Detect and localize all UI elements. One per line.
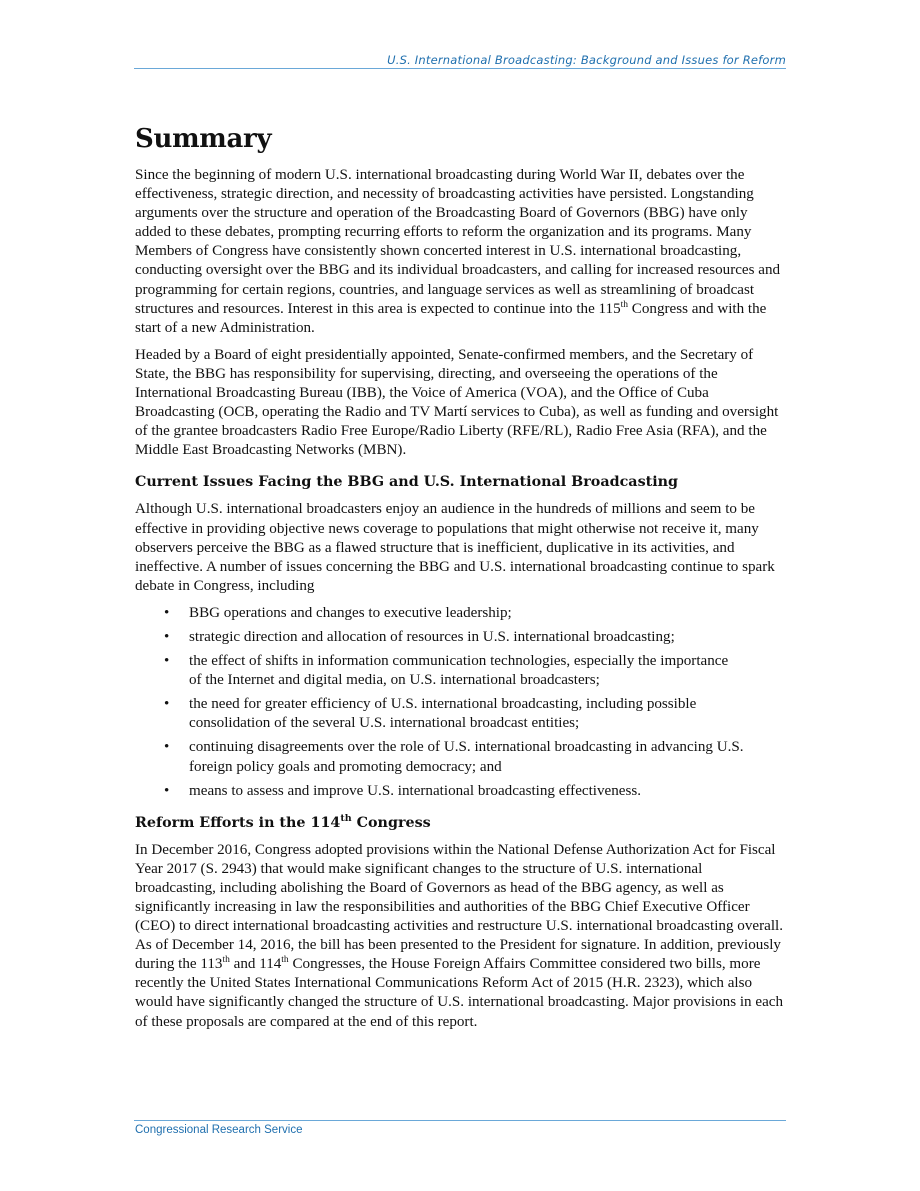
list-item-text: the effect of shifts in information communication technologies, especially the importance of the Internet and digital media, on U.S. international broadcasters; xyxy=(189,653,729,689)
bullet-icon: • xyxy=(164,628,170,645)
list-item xyxy=(135,695,744,733)
list-item-text: the need for greater efficiency of U.S. international broadcasting, including possible consolidation of the several U.S. international broadcast entities; xyxy=(189,696,697,732)
header-rule xyxy=(134,68,786,69)
list-item xyxy=(135,628,744,647)
reform-heading-sup: th xyxy=(340,812,352,824)
main-content xyxy=(135,124,785,1040)
list-item xyxy=(135,604,744,623)
bullet-icon: • xyxy=(164,604,170,621)
reform-paragraph xyxy=(135,841,785,1032)
issues-list xyxy=(135,604,785,801)
bullet-icon: • xyxy=(164,782,170,799)
bullet-icon: • xyxy=(164,696,170,713)
reform-p-text-b: and 114 xyxy=(229,956,282,973)
summary-p1-text-b: Congress and with the start of a new Administration. xyxy=(135,300,767,336)
reform-p-text-c: Congresses, the House Foreign Affairs Committee considered two bills, more recently the United States International Communications Reform Act of 2015 (H.R. 2323), which also would have significantly changed the structure of U.S. international broadcasting. Major provisions in each of these proposals are compared at the end of this report. xyxy=(135,956,784,1030)
reform-p-text-a: In December 2016, Congress adopted provisions within the National Defense Authorization Act for Fiscal Year 2017 (S. 2943) that would make significant changes to the structure of U.S. international broadcasting, including abolishing the Board of Governors as head of the BBG agency, as well as significantly increasing in law the responsibilities and authorities of the BBG Chief Executive Officer (CEO) to direct international broadcasting activities and restructure U.S. international broadcasting overall. As of December 14, 2016, the bill has been presented to the President for signature. In addition, previously during the 113 xyxy=(135,841,783,973)
summary-p1-sup: th xyxy=(620,299,629,310)
summary-title: Summary xyxy=(135,124,272,154)
reform-p-sup-1: th xyxy=(222,955,230,966)
list-item-text: strategic direction and allocation of resources in U.S. international broadcasting; xyxy=(189,628,675,645)
list-item xyxy=(135,738,744,776)
issues-heading: Current Issues Facing the BBG and U.S. International Broadcasting xyxy=(135,474,679,491)
list-item xyxy=(135,782,744,801)
bullet-icon: • xyxy=(164,653,170,670)
list-item-text: means to assess and improve U.S. international broadcasting effectiveness. xyxy=(189,782,641,799)
summary-paragraph-2: Headed by a Board of eight presidentially appointed, Senate-confirmed members, and the Secretary of State, the BBG has responsibility for supervising, directing, and overseeing the operations of the International Broadcasting Bureau (IBB), the Voice of America (VOA), and the Office of Cuba Broadcasting (OCB, operating the Radio and TV Martí services to Cuba), as well as funding and oversight of the grantee broadcasters Radio Free Europe/Radio Liberty (RFE/RL), Radio Free Asia (RFA), and the Middle East Broadcasting Networks (MBN). xyxy=(135,346,779,459)
reform-heading xyxy=(135,812,785,831)
summary-p1-text-a: Since the beginning of modern U.S. international broadcasting during World War II, debates over the effectiveness, strategic direction, and necessity of broadcasting activities have persisted. Longstanding arguments over the structure and operation of the Broadcasting Board of Governors (BBG) have only added to these debates, prompting recurring efforts to reform the organization and its programs. Many Members of Congress have consistently shown concerted interest in U.S. international broadcasting, conducting oversight over the BBG and its individual broadcasters, and calling for increased resources and programming for certain regions, countries, and language services as well as streamlining of broadcast structures and resources. Interest in this area is expected to continue into the 115 xyxy=(135,167,781,317)
reform-p-sup-2: th xyxy=(281,955,289,966)
issues-intro: Although U.S. international broadcasters enjoy an audience in the hundreds of millions and seem to be effective in providing objective news coverage to populations that might otherwise not receive it, many observers perceive the BBG as a flawed structure that is inefficient, duplicative in its activities, and ineffective. A number of issues concerning the BBG and U.S. international broadcasting continue to spark debate in Congress, including xyxy=(135,501,775,594)
list-item xyxy=(135,652,744,690)
summary-paragraph-1 xyxy=(135,166,785,338)
reform-heading-text-b: Congress xyxy=(351,814,431,831)
running-header: U.S. International Broadcasting: Background and Issues for Reform xyxy=(387,53,786,67)
reform-heading-text-a: Reform Efforts in the 114 xyxy=(135,814,341,831)
footer-org: Congressional Research Service xyxy=(135,1124,303,1136)
footer-rule xyxy=(134,1120,786,1121)
bullet-icon: • xyxy=(164,739,170,756)
list-item-text: continuing disagreements over the role of U.S. international broadcasting in advancing U.S. foreign policy goals and promoting democracy; and xyxy=(189,739,744,775)
list-item-text: BBG operations and changes to executive leadership; xyxy=(189,604,512,621)
